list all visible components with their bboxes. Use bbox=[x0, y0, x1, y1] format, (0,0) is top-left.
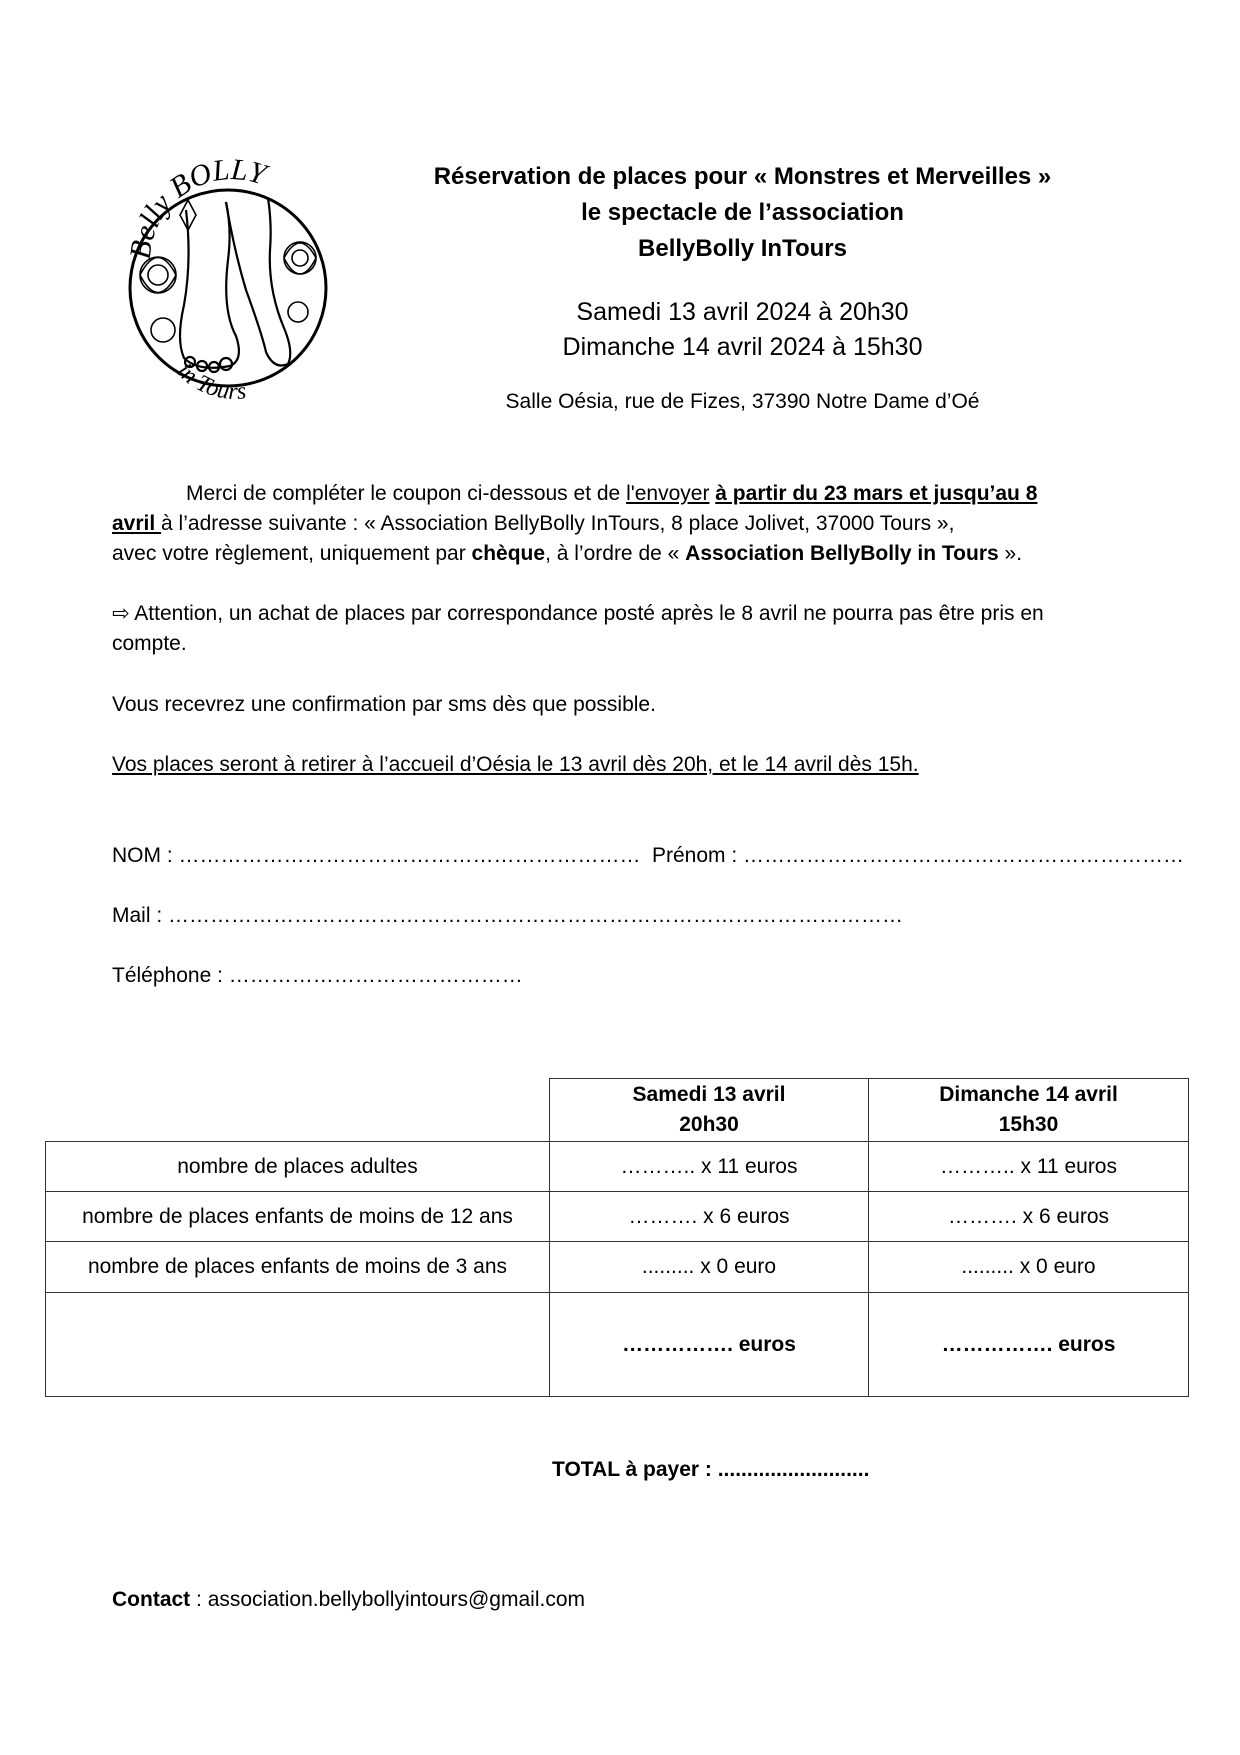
intro-close: ». bbox=[998, 542, 1023, 565]
intro-date-end: avril bbox=[112, 512, 162, 535]
intro-payee: Association BellyBolly in Tours bbox=[685, 542, 999, 565]
row-children-12-sunday[interactable]: ………. x 6 euros bbox=[868, 1191, 1189, 1242]
row-children-12-label: nombre de places enfants de moins de 12 ans bbox=[45, 1191, 550, 1242]
row-children-3-label: nombre de places enfants de moins de 3 ans bbox=[45, 1241, 550, 1293]
intro-order-text: , à l’ordre de « bbox=[545, 542, 686, 565]
header-saturday bbox=[549, 1078, 869, 1142]
row-totals-saturday[interactable]: ……………. euros bbox=[549, 1292, 869, 1397]
row-adults-label: nombre de places adultes bbox=[45, 1141, 550, 1192]
intro-line-2 bbox=[112, 509, 954, 539]
contact-separator: : bbox=[190, 1588, 208, 1611]
date-sunday: Dimanche 14 avril 2024 à 15h30 bbox=[562, 333, 923, 361]
intro-cheque: chèque bbox=[471, 542, 546, 565]
row-totals-label bbox=[45, 1292, 550, 1397]
date-saturday: Samedi 13 avril 2024 à 20h30 bbox=[576, 298, 909, 326]
row-children-3-sunday[interactable]: ......... x 0 euro bbox=[868, 1241, 1189, 1293]
row-adults-sunday[interactable]: ……….. x 11 euros bbox=[868, 1141, 1189, 1192]
intro-dates: à partir du 23 mars et jusqu’au 8 bbox=[715, 482, 1038, 505]
header-saturday-time: 20h30 bbox=[679, 1113, 739, 1136]
header-sunday bbox=[868, 1078, 1189, 1142]
header-sunday-day: Dimanche 14 avril bbox=[939, 1083, 1118, 1106]
intro-address: à l’adresse suivante : « Association BellyBolly InTours, 8 place Jolivet, 37000 Tours », bbox=[161, 512, 955, 535]
title-line-3: BellyBolly InTours bbox=[638, 235, 847, 262]
logo-text-bottom: in Tours bbox=[171, 358, 248, 405]
bellybolly-logo bbox=[118, 140, 348, 430]
contact-label: Contact bbox=[112, 1588, 191, 1611]
logo-image bbox=[118, 140, 348, 430]
intro-line-3 bbox=[112, 539, 1022, 569]
logo-text-top: Belly BOLLY bbox=[123, 152, 270, 261]
arrow-icon: ⇨ bbox=[112, 602, 130, 625]
row-children-3-saturday[interactable]: ......... x 0 euro bbox=[549, 1241, 869, 1293]
mail-field[interactable]: Mail : …………………………………………………………………………………………… bbox=[112, 904, 904, 927]
header-sunday-time: 15h30 bbox=[998, 1113, 1059, 1136]
intro-line-1 bbox=[186, 479, 1037, 509]
intro-payment-text: avec votre règlement, uniquement par bbox=[112, 542, 472, 565]
confirmation-note: Vous recevrez une confirmation par sms dès que possible. bbox=[112, 693, 656, 716]
pickup-note: Vos places seront à retirer à l’accueil d’Oésia le 13 avril dès 20h, et le 14 avril dès 15h. bbox=[112, 753, 919, 776]
warning-line-2: compte. bbox=[112, 632, 187, 655]
row-totals-sunday[interactable]: ……………. euros bbox=[868, 1292, 1189, 1397]
telephone-field[interactable]: Téléphone : …………………………………… bbox=[112, 964, 523, 987]
contact-email[interactable]: association.bellybollyintours@gmail.com bbox=[207, 1588, 586, 1611]
warning-text: Attention, un achat de places par correspondance posté après le 8 avril ne pourra pas être pris en bbox=[134, 602, 1044, 625]
title-line-2: le spectacle de l’association bbox=[581, 199, 904, 226]
prenom-field[interactable]: Prénom : ……………………………………………………… bbox=[652, 844, 1185, 867]
warning-line-1 bbox=[112, 599, 1044, 629]
title-line-1: Réservation de places pour « Monstres et Merveilles » bbox=[433, 163, 1052, 190]
svg-text:Belly BOLLY bbox=[124, 153, 273, 261]
total-to-pay[interactable]: TOTAL à payer : .......................... bbox=[552, 1458, 870, 1481]
nom-field[interactable]: NOM : ………………………………………………………… bbox=[112, 844, 641, 867]
row-children-12-saturday[interactable]: ………. x 6 euros bbox=[549, 1191, 869, 1242]
contact-line bbox=[112, 1588, 585, 1612]
row-adults-saturday[interactable]: ……….. x 11 euros bbox=[549, 1141, 869, 1192]
intro-send-text: l'envoyer bbox=[626, 482, 710, 505]
header-saturday-day: Samedi 13 avril bbox=[632, 1083, 786, 1106]
intro-text: Merci de compléter le coupon ci-dessous et de bbox=[186, 482, 627, 505]
venue-address: Salle Oésia, rue de Fizes, 37390 Notre Dame d’Oé bbox=[505, 390, 980, 413]
